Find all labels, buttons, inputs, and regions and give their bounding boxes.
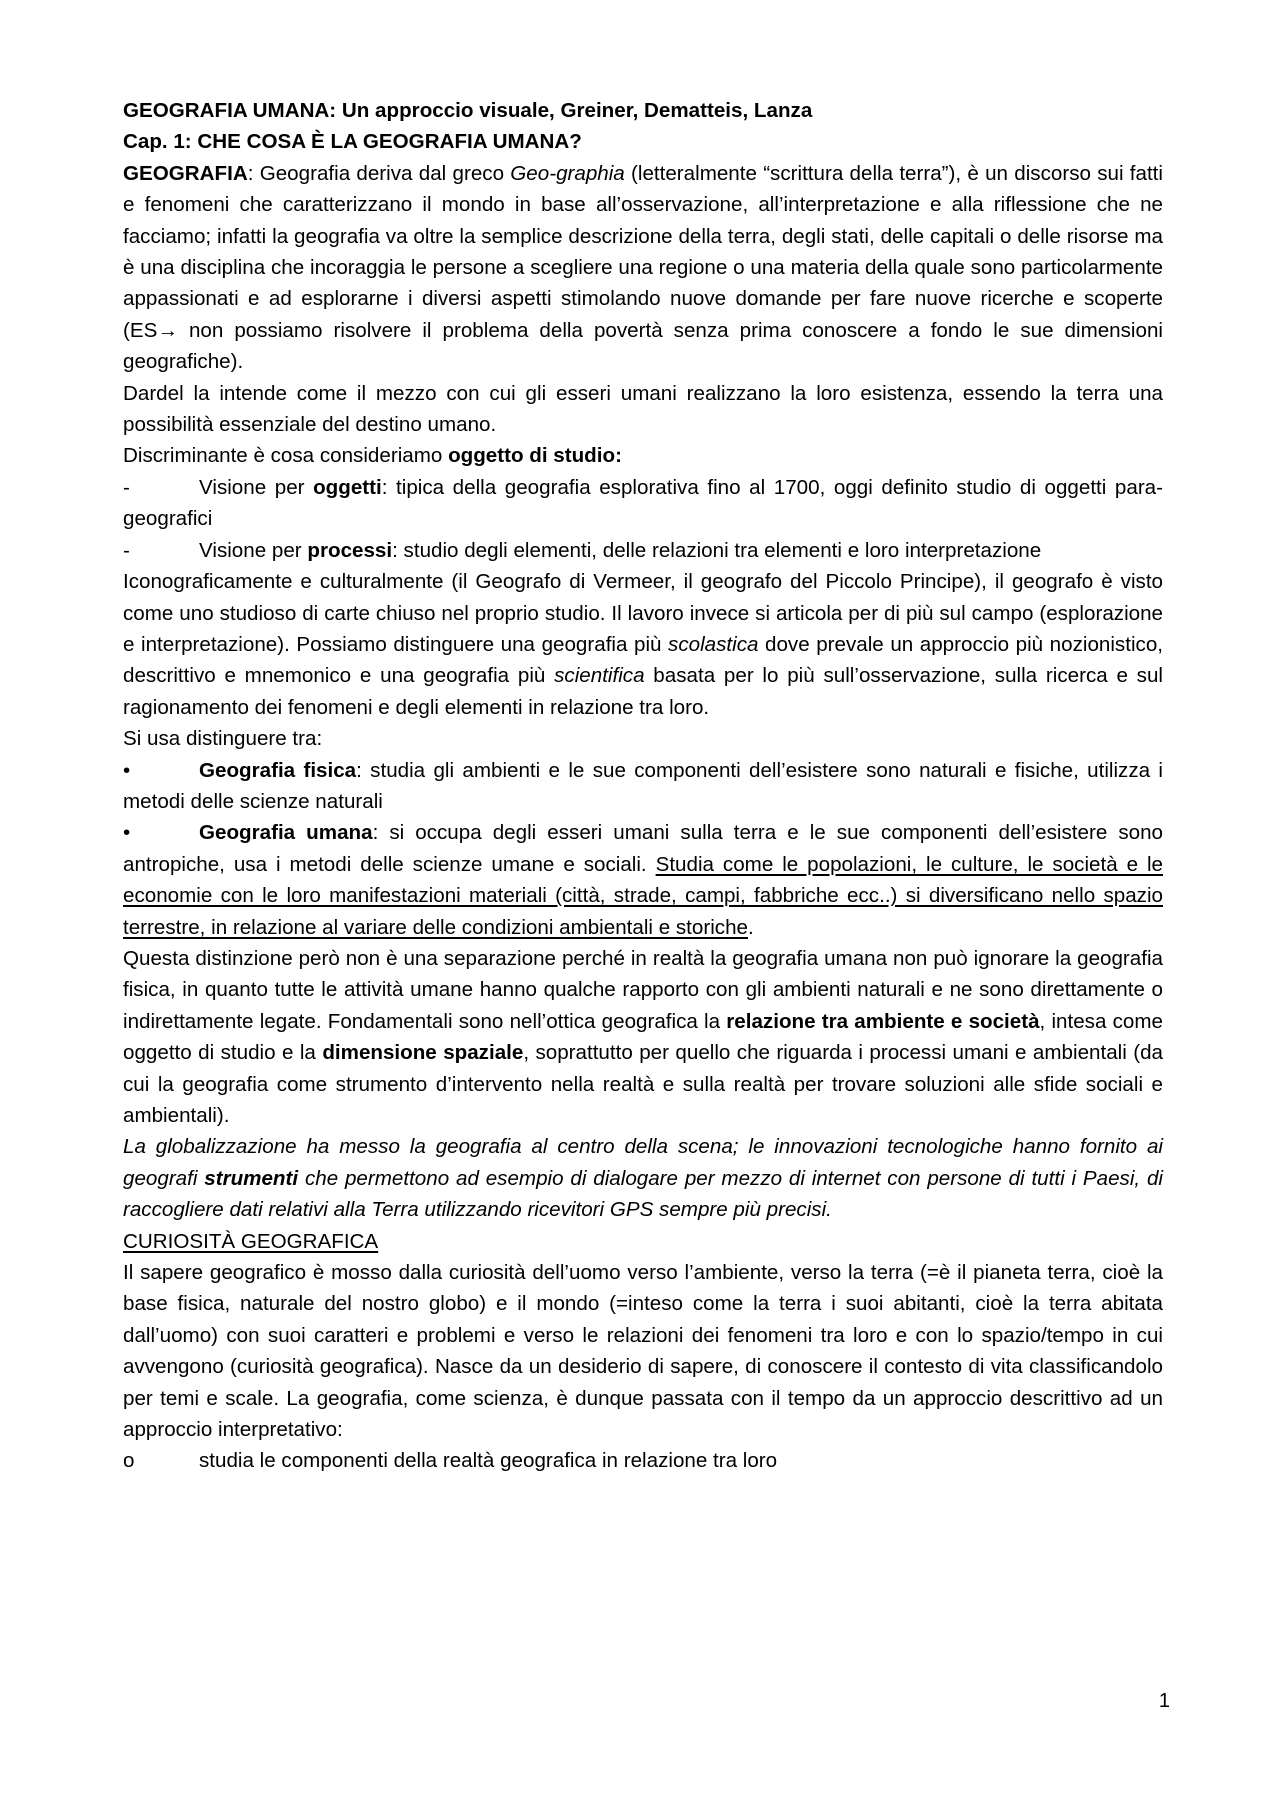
list-item: [123, 535, 1163, 566]
icono-paragraph: [123, 566, 1163, 723]
list-item: [123, 755, 1163, 818]
glob-text-2: che permettono ad esempio di dialogare per mezzo di internet con persone di tutti i Paesi, di raccogliere dati relativi alla Terra utilizzando ricevitori GPS sempre più precisi.: [123, 1166, 1163, 1222]
visione-text: Visione per: [199, 475, 314, 499]
si-usa-line: Si usa distinguere tra:: [123, 727, 323, 751]
dash-marker: -: [123, 475, 130, 499]
visione-bold: oggetti: [313, 475, 382, 499]
glob-text-1: La globalizzazione ha messo la geografia al centro della scena; le innovazioni tecnologiche hanno fornito ai geografi: [123, 1135, 1163, 1190]
list-item: [123, 817, 1163, 943]
icono-italic-2: scientifica: [554, 664, 645, 688]
bullet-icon: •: [123, 821, 131, 845]
bullet-end: .: [748, 915, 754, 939]
icono-italic-1: scolastica: [668, 632, 759, 656]
distinzione-paragraph: [123, 943, 1163, 1131]
intro-text-3: non possiamo risolvere il problema della povertà senza prima conoscere a fondo le sue dimensioni geografiche).: [123, 318, 1163, 374]
intro-text-1: : Geografia deriva dal greco: [247, 161, 511, 185]
distinzione-text-3: , soprattutto per quello che riguarda i processi umani e ambientali (da cui la geografia come strumento d’intervento nella realtà e sulla realtà per trovare soluzioni alle sfide sociali e ambientali).: [123, 1041, 1163, 1127]
dash-marker: -: [123, 538, 130, 562]
bullet-bold: Geografia umana: [199, 821, 373, 845]
chapter-heading: Cap. 1: CHE COSA È LA GEOGRAFIA UMANA?: [123, 130, 582, 154]
bullet-bold: Geografia fisica: [199, 758, 357, 782]
distinzione-text-1: Questa distinzione però non è una separazione perché in realtà la geografia umana non può ignorare la geografia fisica, in quanto tutte le attività umane hanno qualche rapporto con gli ambienti naturali e ne sono direttamente o indirettamente legate. Fondamentali sono nell’ottica geografica la: [123, 946, 1163, 1033]
page-number: 1: [1158, 1690, 1170, 1712]
discriminante-paragraph: [123, 440, 1163, 471]
bullet-underlined: Studia come le popolazioni, le culture, le società e le economie con le loro manifestazioni materiali (città, strade, campi, fabbriche ecc..) si diversificano nello spazio terrestre, in relazione al variare delle condizioni ambientali e storiche: [123, 852, 1164, 939]
section-heading: CURIOSITÀ GEOGRAFICA: [123, 1229, 379, 1253]
bullet-icon: •: [123, 758, 131, 782]
bullet-text: : si occupa degli esseri umani sulla terra e le sue componenti dell’esistere sono antropiche, usa i metodi delle scienze umane e sociali.: [123, 821, 1163, 876]
distinzione-bold-1: relazione tra ambiente e società: [726, 1009, 1040, 1033]
arrow-icon: →: [157, 318, 178, 342]
discriminante-text: Discriminante è cosa consideriamo: [123, 444, 449, 468]
circle-marker: o: [123, 1449, 135, 1473]
discriminante-bold: oggetto di studio:: [448, 444, 622, 468]
globalizzazione-paragraph: [123, 1131, 1163, 1225]
visione-text: Visione per: [199, 538, 308, 562]
document-title: GEOGRAFIA UMANA: Un approccio visuale, Greiner, Dematteis, Lanza: [123, 99, 813, 122]
icono-text-1: Iconograficamente e culturalmente (il Geografo di Vermeer, il geografo del Piccolo Principe), il geografo è visto come uno studioso di carte chiuso nel proprio studio. Il lavoro invece si articola per di più sul campo (esplorazione e interpretazione). Possiamo distinguere una geografia più: [123, 570, 1163, 656]
visione-bold: processi: [307, 538, 393, 562]
distinzione-bold-2: dimensione spaziale: [322, 1041, 524, 1065]
final-item-text: studia le componenti della realtà geografica in relazione tra loro: [199, 1449, 778, 1473]
intro-text-2: (letteralmente “scrittura della terra”), è un discorso sui fatti e fenomeni che caratterizzano il mondo in base all’osservazione, all’interpretazione e alla riflessione che ne facciamo; infatti la geografia va oltre la semplice descrizione della terra, degli stati, delle capitali o delle risorse ma è una disciplina che incoraggia le persone a scegliere una regione o una materia della quale sono particolarmente appassionati e ad esplorarne i diversi aspetti stimolando nuove domande per fare nuove ricerche e scoperte (ES: [123, 161, 1163, 342]
icono-text-3: basata per lo più sull’osservazione, sulla ricerca e sul ragionamento dei fenomeni e degli elementi in relazione tra loro.: [123, 664, 1163, 719]
icono-text-2: dove prevale un approccio più nozionistico, descrittivo e mnemonico e una geografia più: [123, 632, 1163, 688]
dardel-paragraph: Dardel la intende come il mezzo con cui gli esseri umani realizzano la loro esistenza, essendo la terra una possibilità essenziale del destino umano.: [123, 381, 1163, 437]
bullet-text: : studia gli ambienti e le sue componenti dell’esistere sono naturali e fisiche, utilizza i metodi delle scienze naturali: [123, 758, 1163, 813]
distinzione-text-2: , intesa come oggetto di studio e la: [123, 1009, 1163, 1065]
visione-desc: : studio degli elementi, delle relazioni tra elementi e loro interpretazione: [392, 538, 1042, 562]
term-geografia: GEOGRAFIA: [123, 161, 248, 185]
glob-bold: strumenti: [204, 1166, 299, 1190]
intro-paragraph: [123, 158, 1163, 378]
page-content: [123, 95, 1163, 1477]
greek-term: Geo-graphia: [510, 161, 625, 185]
visione-desc: : tipica della geografia esplorativa fino al 1700, oggi definito studio di oggetti para-geografici: [123, 475, 1163, 531]
list-item: [123, 472, 1163, 535]
list-item: [123, 1445, 1163, 1476]
curiosita-paragraph: Il sapere geografico è mosso dalla curiosità dell’uomo verso l’ambiente, verso la terra (=è il pianeta terra, cioè la base fisica, naturale del nostro globo) e il mondo (=inteso come la terra i suoi abitanti, cioè la terra abitata dall’uomo) con suoi caratteri e problemi e verso le relazioni dei fenomeni tra loro e con lo spazio/tempo in cui avvengono (curiosità geografica). Nasce da un desiderio di sapere, di conoscere il contesto di vita classificandolo per temi e scale. La geografia, come scienza, è dunque passata con il tempo da un approccio descrittivo ad un approccio interpretativo:: [123, 1261, 1163, 1442]
